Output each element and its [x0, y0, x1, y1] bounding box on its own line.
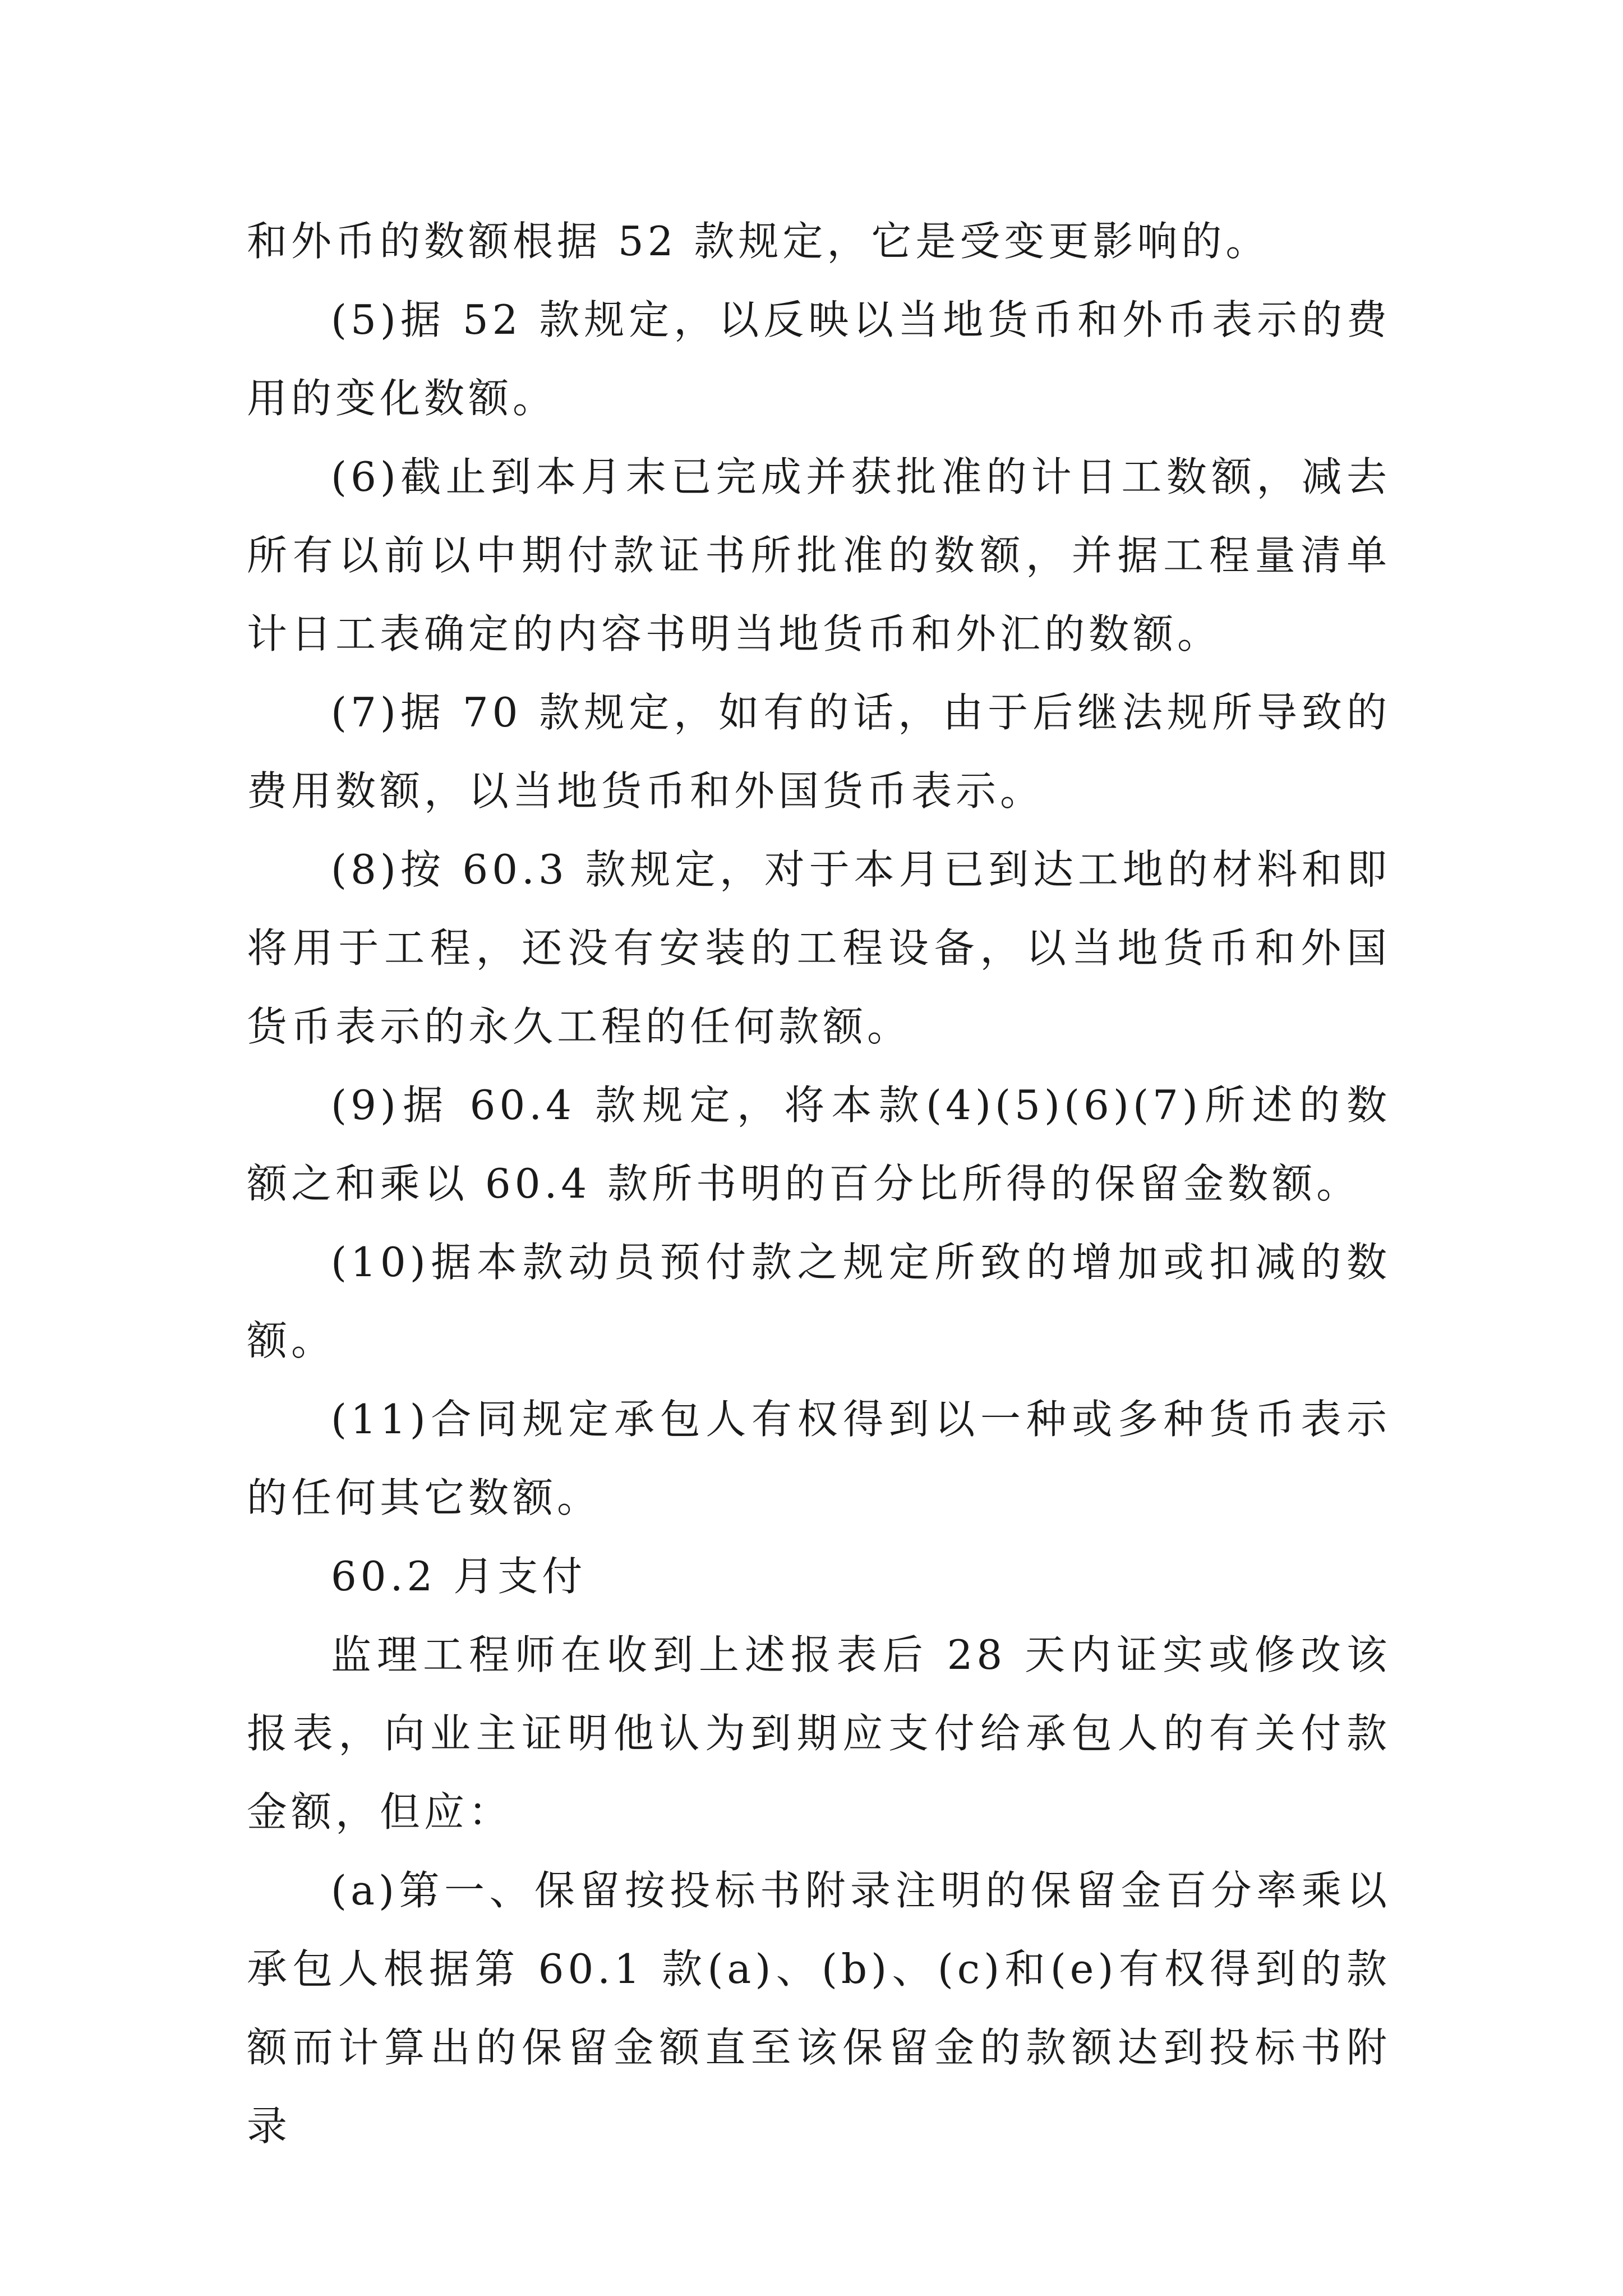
paragraph-item-5: (5)据 52 款规定，以反映以当地货币和外币表示的费用的变化数额。	[247, 296, 1391, 422]
paragraph-item-10: (10)据本款动员预付款之规定所致的增加或扣减的数额。	[247, 1239, 1391, 1364]
paragraph-monthly-payment: 监理工程师在收到上述报表后 28 天内证实或修改该报表，向业主证明他认为到期应支付给承包人的有关付款金额，但应：	[247, 1631, 1391, 1835]
paragraph-item-8: (8)按 60.3 款规定，对于本月已到达工地的材料和即将用于工程，还没有安装的工程设备，以当地货币和外国货币表示的永久工程的任何款额。	[247, 846, 1391, 1050]
paragraph-item-6: (6)截止到本月末已完成并获批准的计日工数额，减去所有以前以中期付款证书所批准的数额，并据工程量清单计日工表确定的内容书明当地货币和外汇的数额。	[247, 453, 1391, 657]
paragraph-item-11: (11)合同规定承包人有权得到以一种或多种货币表示的任何其它数额。	[247, 1396, 1391, 1521]
paragraph-item-7: (7)据 70 款规定，如有的话，由于后继法规所导致的费用数额，以当地货币和外国货币表示。	[247, 689, 1391, 815]
paragraph-item-a: (a)第一、保留按投标书附录注明的保留金百分率乘以承包人根据第 60.1 款(a)、(b)、(c)和(e)有权得到的款额而计算出的保留金额直至该保留金的款额达到投标书附录	[247, 1867, 1391, 2150]
section-heading-60-2: 60.2 月支付	[331, 1553, 587, 1600]
paragraph-continuation: 和外币的数额根据 52 款规定，它是受变更影响的。	[247, 218, 1270, 265]
document-body	[247, 202, 1391, 2165]
paragraph-item-9: (9)据 60.4 款规定，将本款(4)(5)(6)(7)所述的数额之和乘以 60.4 款所书明的百分比所得的保留金数额。	[247, 1082, 1391, 1207]
